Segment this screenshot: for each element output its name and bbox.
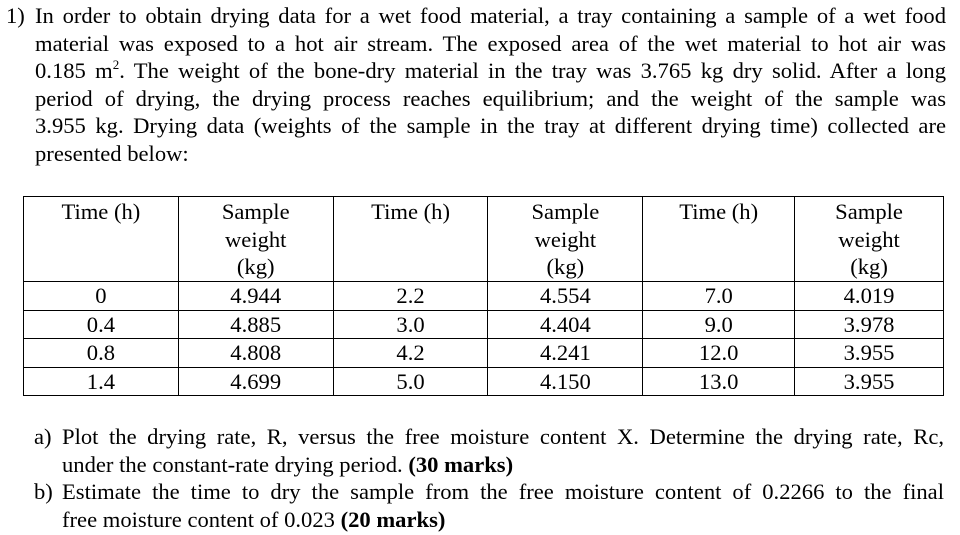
table-cell: 3.978 [795, 310, 944, 339]
table-cell: 4.944 [178, 282, 333, 311]
table-cell: 4.404 [488, 310, 643, 339]
table-cell: 4.241 [488, 339, 643, 368]
part-a-line: under the constant-rate drying period. (30 marks) [62, 451, 514, 477]
table-cell: 1.4 [24, 367, 179, 396]
problem-line: In order to obtain drying data for a wet food material, a tray containing a sample of a wet food [35, 3, 946, 28]
part-b-marks: (20 marks) [340, 506, 446, 532]
table-cell: 4.885 [178, 310, 333, 339]
header-time: Time (h) [24, 197, 179, 282]
part-b-line: free moisture content of 0.023 (20 marks) [62, 506, 446, 532]
problem-line: material was exposed to a hot air stream. The exposed area of the wet material to hot air was [35, 30, 946, 56]
table-cell: 4.554 [488, 282, 643, 311]
part-a-label: a) [34, 424, 52, 449]
table-cell: 7.0 [643, 282, 795, 311]
table-row [24, 367, 944, 396]
table-row [24, 310, 944, 339]
table-cell: 3.0 [333, 310, 488, 339]
area-end: . [119, 58, 125, 83]
header-time: Time (h) [333, 197, 488, 282]
problem-body [35, 2, 946, 167]
problem-line: presented below: [35, 140, 189, 166]
table-cell: 3.955 [795, 367, 944, 396]
table-cell: 4.699 [178, 367, 333, 396]
part-b-line: Estimate the time to dry the sample from the free moisture content of 0.2266 to the final [62, 479, 944, 504]
area-exponent: 2 [112, 57, 120, 72]
header-sample-weight: Sample weight (kg) [178, 197, 333, 282]
problem-line: 3.955 kg. Drying data (weights of the sample in the tray at different drying time) collected are [35, 113, 946, 138]
table-cell: 5.0 [333, 367, 488, 396]
header-sample-weight: Sample weight (kg) [795, 197, 944, 282]
problem-line-rest: The weight of the bone-dry material in the tray was 3.765 kg dry solid. After a long [133, 58, 947, 83]
table-row [24, 339, 944, 368]
table-cell: 3.955 [795, 339, 944, 368]
header-sample-weight: Sample weight (kg) [488, 197, 643, 282]
table-cell: 0 [24, 282, 179, 311]
table-cell: 12.0 [643, 339, 795, 368]
question-parts [34, 423, 944, 533]
problem-line: period of drying, the drying process reaches equilibrium; and the weight of the sample was [35, 85, 946, 111]
problem-statement [6, 2, 946, 167]
drying-data-table [23, 196, 944, 396]
part-a-line: Plot the drying rate, R, versus the free moisture content X. Determine the drying rate, Rc, [62, 424, 944, 449]
table-cell: 4.019 [795, 282, 944, 311]
table-cell: 0.8 [24, 339, 179, 368]
problem-number: 1) [6, 3, 25, 28]
table-cell: 4.2 [333, 339, 488, 368]
table-cell: 9.0 [643, 310, 795, 339]
area-value: 0.185 m [35, 58, 113, 83]
table-cell: 2.2 [333, 282, 488, 311]
part-b [34, 478, 944, 533]
table-header-row [24, 197, 944, 282]
part-b-label: b) [34, 479, 53, 504]
header-time: Time (h) [643, 197, 795, 282]
part-a [34, 423, 944, 478]
problem-line [35, 57, 946, 85]
table-cell: 0.4 [24, 310, 179, 339]
table-cell: 4.808 [178, 339, 333, 368]
part-a-marks: (30 marks) [408, 451, 514, 477]
table-row [24, 282, 944, 311]
table-cell: 13.0 [643, 367, 795, 396]
table-cell: 4.150 [488, 367, 643, 396]
